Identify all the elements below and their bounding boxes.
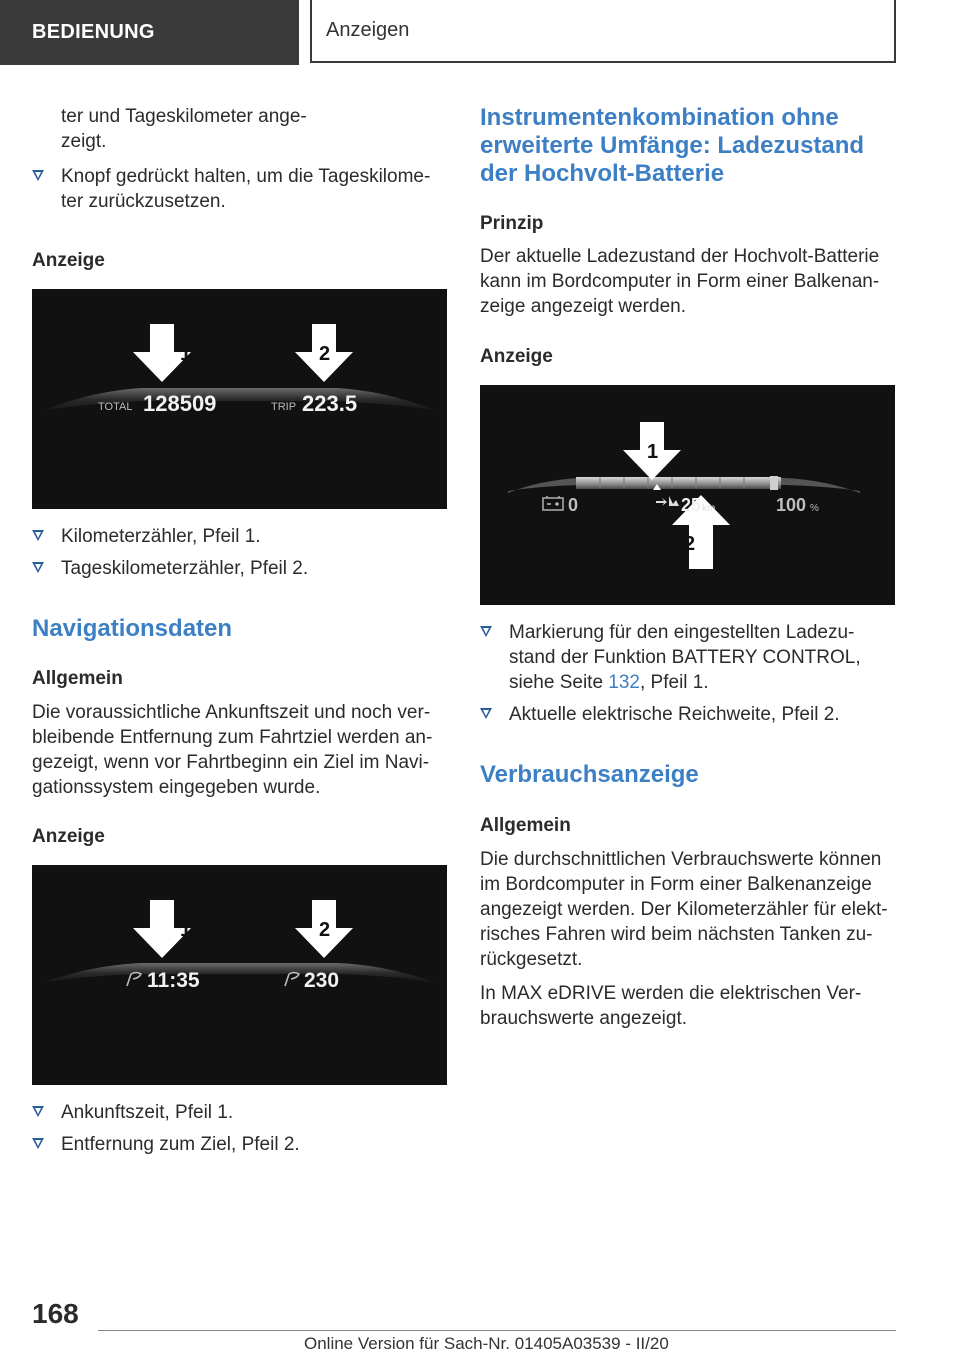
prinzip-paragraph: Der aktuelle Ladezustand der Hochvolt-Batterie kann im Bordcomputer in Form einer Balkenan- zeige angezeigt werden. (480, 246, 880, 317)
chapter-title: Anzeigen (326, 19, 410, 41)
charge-max-value: 100 (776, 495, 807, 515)
odometer-display-image (32, 289, 447, 509)
triangle-bullet-icon (480, 626, 492, 637)
intro-text: ter und Tageskilometer ange- zeigt. (61, 106, 307, 152)
arrow-1-label: 1 (180, 919, 192, 941)
subheading-anzeige: Anzeige (32, 826, 105, 847)
footer-divider (98, 1330, 896, 1331)
battery-icon (543, 496, 563, 510)
arrow-1-label: 1 (180, 343, 192, 365)
subheading-anzeige: Anzeige (480, 346, 553, 367)
range-unit: km (702, 503, 716, 514)
flag-icon (127, 973, 141, 987)
subheading-anzeige: Anzeige (32, 250, 105, 271)
percent-unit: % (810, 503, 819, 514)
flag-icon (285, 973, 299, 987)
trip-label: TRIP (271, 401, 297, 413)
total-label: TOTAL (98, 401, 133, 413)
arrow-2-label: 2 (319, 343, 331, 365)
arrival-time-value: 11:35 (147, 969, 200, 992)
heading-verbrauchsanzeige: Verbrauchsanzeige (480, 761, 699, 788)
triangle-bullet-icon (480, 708, 492, 719)
section-title: BEDIENUNG (32, 21, 155, 43)
distance-value: 230 (304, 969, 340, 992)
total-value: 128509 (143, 391, 217, 416)
online-version-note: Online Version für Sach-Nr. 01405A03539 - II/20 (304, 1334, 669, 1353)
range-value: 25 (681, 495, 702, 515)
triangle-bullet-icon (32, 1138, 44, 1149)
triangle-bullet-icon (32, 530, 44, 541)
subheading-allgemein: Allgemein (32, 668, 123, 689)
arrow-2-label: 2 (319, 919, 331, 941)
arrow-2-label: 2 (684, 533, 696, 555)
page-link[interactable]: 132 (608, 672, 640, 693)
triangle-bullet-icon (32, 562, 44, 573)
chapter-header (310, 0, 896, 63)
trip-value: 223.5 (302, 391, 358, 416)
charge-min-value: 0 (568, 495, 579, 515)
triangle-bullet-icon (32, 1106, 44, 1117)
nav-paragraph: Die voraussichtliche Ankunftszeit und noch ver- bleibende Entfernung zum Fahrtziel werden an- gezeigt, wenn vor Fahrtbeginn ein Ziel im Navi- gationssystem eingegeben wurde. (32, 702, 433, 798)
navigation-display-image (32, 865, 447, 1085)
maxedrive-paragraph: In MAX eDRIVE werden die elektrischen Ver- brauchswerte angezeigt. (480, 983, 862, 1029)
triangle-bullet-icon (32, 170, 44, 181)
arrow-1-label: 1 (647, 441, 659, 463)
subheading-allgemein: Allgemein (480, 815, 571, 836)
range-icon (656, 496, 679, 506)
subheading-prinzip: Prinzip (480, 213, 544, 234)
battery-display-image (480, 385, 895, 605)
heading-ladezustand: Instrumentenkombination ohne erweiterte Umfänge: Ladezustand der Hochvolt-Batterie (480, 104, 865, 187)
page-number: 168 (32, 1298, 79, 1329)
verbrauch-paragraph: Die durchschnittlichen Verbrauchswerte können im Bordcomputer in Form einer Balkenanzeige angezeigt werden. Der Kilometerzähler für elekt- risches Fahren wird beim nächsten Tanken zu- rückgesetzt. (480, 849, 888, 970)
heading-navigationsdaten: Navigationsdaten (32, 615, 233, 642)
section-tab (0, 0, 299, 65)
